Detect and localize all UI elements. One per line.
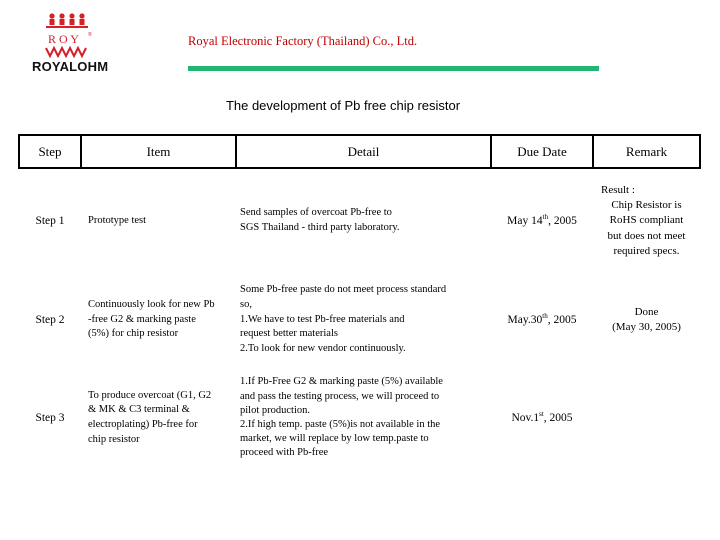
item-cell: Prototype test [88,214,147,226]
due-date-cell: May.30th, 2005 [507,312,577,326]
detail-line: and pass the testing process, we will proceed to [240,390,440,402]
logo-zigzag-icon [46,48,86,56]
remark-cell [593,367,700,469]
remark-line: Result : [601,183,635,196]
company-name: Royal Electronic Factory (Thailand) Co., Ltd. [188,34,418,48]
detail-line: proceed with Pb-free [240,447,329,459]
header-remark: Remark [593,135,700,168]
remark-cell [593,273,700,367]
due-date-cell: Nov.1st, 2005 [511,410,573,424]
detail-cell [236,168,491,273]
detail-line: 1.If Pb-Free G2 & marking paste (5%) available [240,376,443,388]
detail-line: 2.To look for new vendor continuously. [240,343,406,355]
table-row [19,168,700,273]
logo-text: ROYALOHM [32,59,109,74]
logo-figures-icon [46,13,88,28]
step-cell: Step 2 [35,313,65,326]
detail-line: so, [240,298,252,310]
header-due-date: Due Date [491,135,593,168]
remark-line: required specs. [613,245,680,258]
due-date-cell: May 14th, 2005 [507,213,577,227]
remark-line: Done [634,305,659,318]
remark-line: RoHS compliant [609,214,684,227]
remark-line: Chip Resistor is [611,198,682,211]
remark-line: but does not meet [607,229,686,242]
page-title: The development of Pb free chip resistor [225,98,461,113]
accent-divider [188,66,599,71]
development-table [18,134,701,469]
detail-line: Send samples of overcoat Pb-free to [240,207,392,219]
header-detail: Detail [236,135,491,168]
detail-cell [236,273,491,367]
header-step: Step [19,135,81,168]
table-row [19,367,700,469]
step-cell: Step 3 [35,411,65,424]
detail-line: Some Pb-free paste do not meet process standard [240,284,447,296]
item-cell: To produce overcoat (G1, G2 & MK & C3 terminal & electroplating) Pb-free for chip resistor [88,389,212,445]
remark-cell [593,168,700,273]
logo-roy-letters: R O Y [48,32,79,46]
remark-line: (May 30, 2005) [612,321,681,333]
item-cell: Continuously look for new Pb -free G2 & marking paste (5%) for chip resistor [88,298,215,340]
svg-text:®: ® [88,32,92,38]
detail-cell [236,367,491,469]
detail-line: market, we will replace by low temp.paste to [240,433,429,445]
detail-line: SGS Thailand - third party laboratory. [240,222,400,233]
header-item: Item [81,135,236,168]
detail-line: pilot production. [240,404,310,416]
detail-line: 1.We have to test Pb-free materials and [240,313,405,325]
table-header-row [19,135,700,168]
step-cell: Step 1 [35,214,65,227]
detail-line: 2.If high temp. paste (5%)is not available in the [240,419,441,430]
detail-line: request better materials [240,328,338,340]
table-row [19,273,700,367]
